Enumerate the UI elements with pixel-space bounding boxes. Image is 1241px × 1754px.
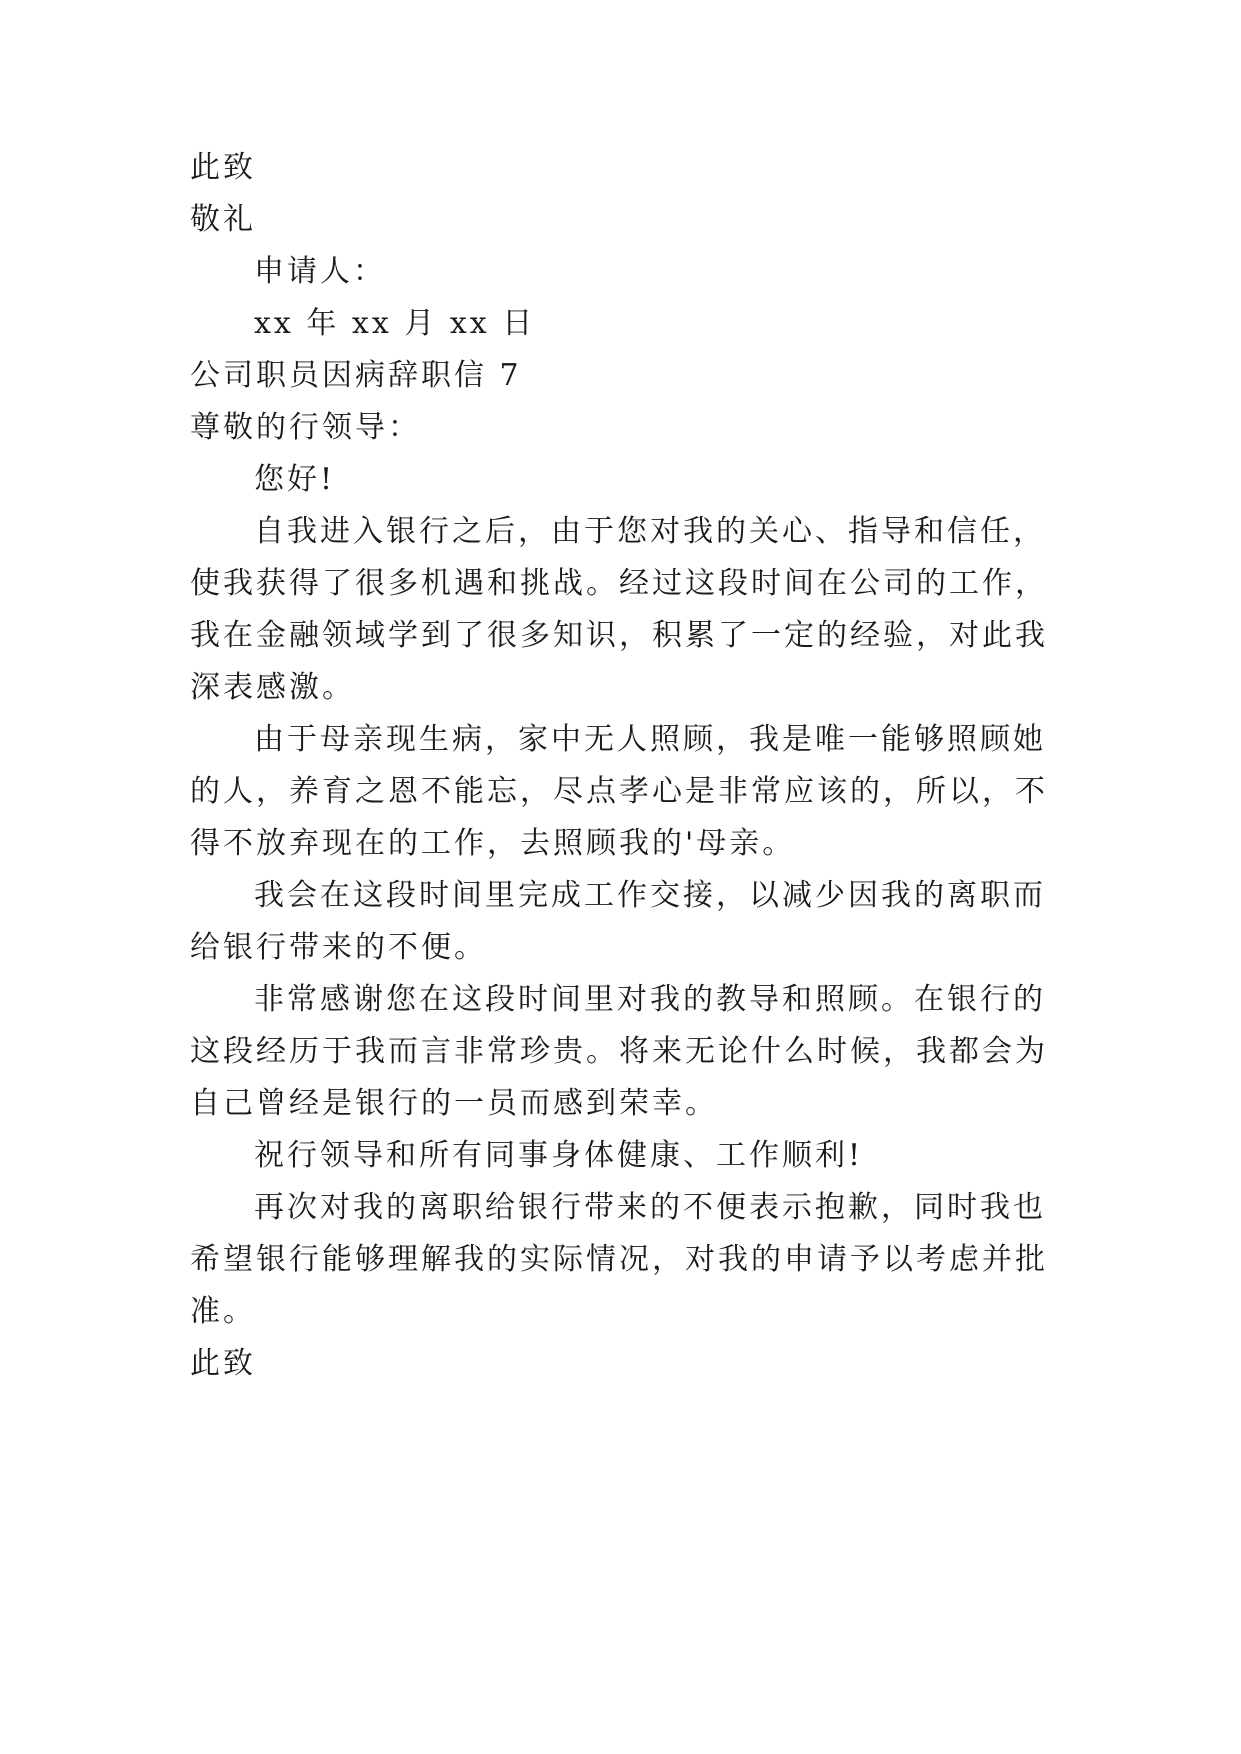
paragraph-line: 再次对我的离职给银行带来的不便表示抱歉，同时我也 bbox=[254, 1190, 1046, 1225]
paragraph-line: 得不放弃现在的工作，去照顾我的'母亲。 bbox=[190, 826, 796, 861]
paragraph-line: 我在金融领域学到了很多知识，积累了一定的经验，对此我 bbox=[190, 618, 1048, 653]
closing-jing-li: 敬礼 bbox=[190, 202, 256, 237]
paragraph-line: 这段经历于我而言非常珍贵。将来无论什么时候，我都会为 bbox=[190, 1034, 1048, 1069]
paragraph-line: 我会在这段时间里完成工作交接，以减少因我的离职而 bbox=[254, 878, 1046, 913]
paragraph-line: 希望银行能够理解我的实际情况，对我的申请予以考虑并批 bbox=[190, 1242, 1048, 1277]
closing-ci-zhi-bottom: 此致 bbox=[190, 1346, 256, 1381]
paragraph-line: 非常感谢您在这段时间里对我的教导和照顾。在银行的 bbox=[254, 982, 1046, 1017]
greeting: 您好! bbox=[254, 462, 336, 497]
paragraph-line: 深表感激。 bbox=[190, 670, 355, 705]
salutation: 尊敬的行领导： bbox=[190, 410, 421, 445]
closing-ci-zhi: 此致 bbox=[190, 150, 256, 185]
paragraph-line: 由于母亲现生病，家中无人照顾，我是唯一能够照顾她 bbox=[254, 722, 1046, 757]
paragraph-line: 的人，养育之恩不能忘，尽点孝心是非常应该的，所以，不 bbox=[190, 774, 1048, 809]
applicant-label: 申请人： bbox=[254, 254, 386, 289]
paragraph-line: 给银行带来的不便。 bbox=[190, 930, 487, 965]
paragraph-line: 准。 bbox=[190, 1294, 256, 1329]
paragraph-line: 自己曾经是银行的一员而感到荣幸。 bbox=[190, 1086, 718, 1121]
letter-title: 公司职员因病辞职信 7 bbox=[190, 358, 522, 393]
paragraph-line: 使我获得了很多机遇和挑战。经过这段时间在公司的工作， bbox=[190, 566, 1048, 601]
paragraph-line: 自我进入银行之后，由于您对我的关心、指导和信任， bbox=[254, 514, 1046, 549]
paragraph-line: 祝行领导和所有同事身体健康、工作顺利! bbox=[254, 1138, 864, 1173]
date-line: xx 年 xx 月 xx 日 bbox=[254, 306, 536, 341]
